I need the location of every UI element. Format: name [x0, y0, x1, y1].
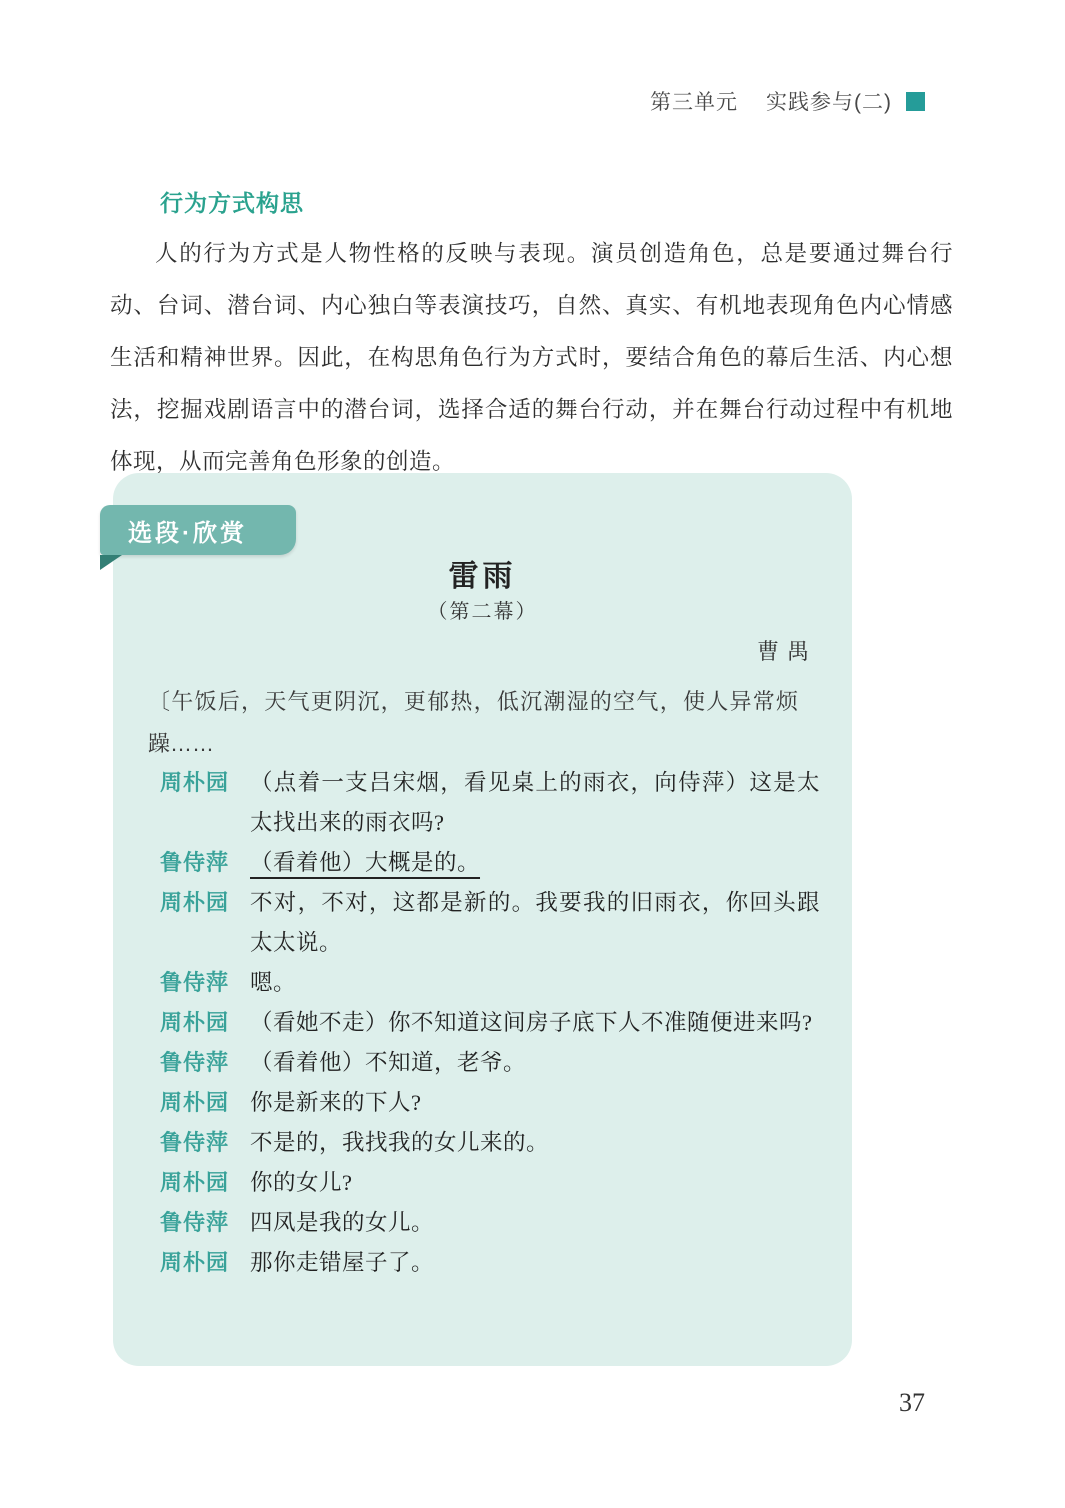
dialogue-row [160, 1203, 820, 1243]
speaker-name: 周朴园 [160, 1010, 230, 1035]
excerpt-box [113, 473, 852, 1366]
excerpt-badge-ribbon [100, 505, 296, 555]
header-title-label: 实践参与(二) [766, 91, 892, 114]
header-unit-label: 第三单元 [650, 91, 738, 114]
dialogue-row [160, 963, 820, 1003]
body-paragraph: 人的行为方式是人物性格的反映与表现。演员创造角色，总是要通过舞台行动、台词、潜台词、内心独白等表演技巧，自然、真实、有机地表现角色内心情感生活和精神世界。因此，在构思角色行为方式时，要结合角色的幕后生活、内心想法，挖掘戏剧语言中的潜台词，选择合适的舞台行动，并在舞台行动过程中有机地体现，从而完善角色形象的创造。 [110, 240, 953, 474]
dialogue-row [160, 843, 820, 883]
dialogue-line: 四凤是我的女儿。 [250, 1210, 435, 1235]
page-number: 37 [899, 1388, 925, 1417]
dialogue-line: （点着一支吕宋烟，看见桌上的雨衣，向侍萍）这是太太找出来的雨衣吗? [250, 770, 820, 835]
dialogue-row [160, 763, 820, 843]
dialogue-row [160, 1083, 820, 1123]
section-heading: 行为方式构思 [160, 190, 304, 217]
speaker-name: 周朴园 [160, 770, 230, 795]
speaker-name: 鲁侍萍 [160, 1130, 230, 1155]
dialogue-line: 那你走错屋子了。 [250, 1250, 435, 1275]
dialogue-line: 你的女儿? [250, 1170, 353, 1195]
excerpt-subtitle: （第二幕） [427, 601, 538, 623]
header-square-icon [906, 92, 925, 111]
dialogue-row [160, 1003, 820, 1043]
speaker-name: 鲁侍萍 [160, 1210, 230, 1235]
dialogue-line: 不是的，我找我的女儿来的。 [250, 1130, 550, 1155]
dialogue-line: （看着他）不知道，老爷。 [250, 1050, 527, 1075]
dialogue-row [160, 1123, 820, 1163]
speaker-name: 周朴园 [160, 1170, 230, 1195]
dialogue-row [160, 883, 820, 963]
dialogue-line: （看着他）大概是的。 [250, 850, 481, 875]
excerpt-badge-label: 选段·欣赏 [128, 519, 247, 547]
dialogue-row [160, 1243, 820, 1283]
speaker-name: 周朴园 [160, 1250, 230, 1275]
speaker-name: 周朴园 [160, 1090, 230, 1115]
excerpt-title: 雷雨 [448, 560, 517, 593]
stage-direction: 〔午饭后，天气更阴沉，更郁热，低沉潮湿的空气，使人异常烦躁…… [148, 689, 798, 756]
dialogue-row [160, 1043, 820, 1083]
dialogue-list [160, 763, 820, 1283]
excerpt-author: 曹禺 [756, 639, 817, 664]
dialogue-row [160, 1163, 820, 1203]
speaker-name: 鲁侍萍 [160, 970, 230, 995]
speaker-name: 鲁侍萍 [160, 850, 230, 875]
dialogue-line: 你是新来的下人? [250, 1090, 422, 1115]
dialogue-line: 嗯。 [250, 970, 297, 995]
dialogue-line: （看她不走）你不知道这间房子底下人不准随便进来吗? [250, 1010, 813, 1035]
running-header [0, 86, 925, 116]
speaker-name: 周朴园 [160, 890, 230, 915]
speaker-name: 鲁侍萍 [160, 1050, 230, 1075]
dialogue-line: 不对，不对，这都是新的。我要我的旧雨衣，你回头跟太太说。 [250, 890, 820, 955]
